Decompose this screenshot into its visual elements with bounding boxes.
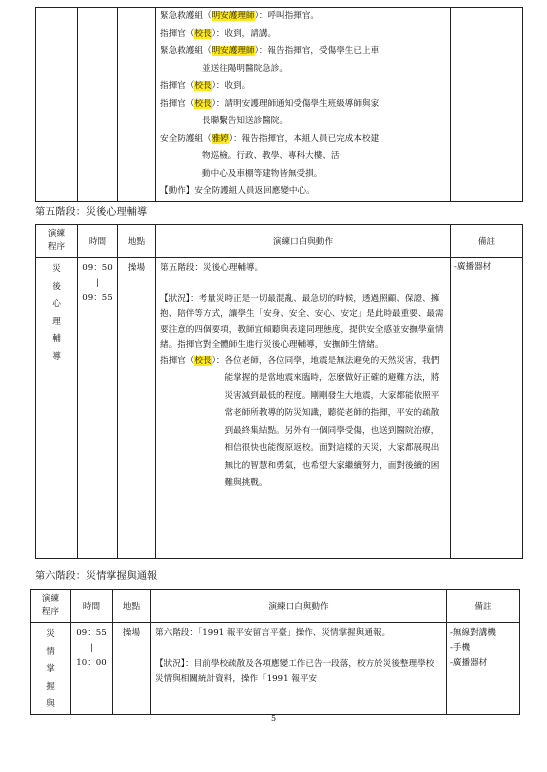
header-time: 時間 (78, 225, 118, 258)
dialogue-line (160, 8, 450, 26)
program-char: 災 (46, 629, 55, 639)
header-program (36, 225, 78, 258)
dialogue-line (160, 26, 450, 44)
program-char: 災 (52, 264, 61, 274)
note-item: -廣播器材 (450, 658, 488, 668)
dialogue-line (160, 61, 450, 79)
program-char: 輔 (52, 334, 61, 344)
content-cell (151, 623, 447, 715)
content-cell (156, 258, 451, 559)
stage6-situation: 【狀況】：目前學校疏散及各項應變工作已告一段落，校方於災後整理學校災情與相關統計資料，操作「1991 報平安 (155, 658, 435, 684)
note-item: -無線對講機 (450, 628, 496, 638)
speaker-prefix: 指揮官（ (160, 81, 195, 91)
dialogue-line (160, 183, 450, 201)
program-char: 掌 (46, 664, 55, 674)
line-text: ）：呼叫指揮官。 (254, 11, 320, 21)
line-text: ）：收到。 (211, 81, 251, 91)
dialogue-line (160, 148, 450, 166)
note-cell (451, 8, 523, 202)
time-sep: | (96, 278, 99, 288)
dialogue-line (160, 166, 450, 184)
time-sep: | (90, 643, 93, 653)
header-content: 演練口白與動作 (156, 225, 451, 258)
dialogue-line (160, 131, 450, 149)
commander-speaker: 指揮官（校長）： (160, 355, 225, 366)
time-cell (71, 623, 113, 715)
stage5-heading: 第五階段：災後心理輔導 (35, 207, 148, 218)
stage6-heading: 第六階段：災情掌握與通報 (35, 571, 158, 582)
program-cell (36, 258, 78, 559)
line-text: ）：報告指揮官，本組人員已完成本校建 (228, 133, 380, 144)
highlight-principal: 校長 (194, 355, 212, 366)
line-text: ）：報告指揮官，受傷學生已上車 (254, 46, 380, 56)
header-place: 地點 (113, 590, 151, 623)
program-char: 情 (46, 646, 55, 657)
program-char: 握 (46, 681, 55, 692)
line-continuation: 長聯繫告知送診醫院。 (202, 116, 288, 126)
stage5-table (35, 224, 523, 559)
stage5-commander (160, 354, 446, 493)
page-number: 5 (270, 714, 277, 723)
time-start: 09：50 (82, 263, 113, 273)
program-char: 心 (52, 299, 61, 309)
program-char: 後 (52, 281, 61, 292)
place-cell: 操場 (118, 258, 156, 559)
dialogue-line (160, 113, 450, 131)
dialogue-line (160, 43, 450, 61)
speaker-name-highlight: 雅婷 (211, 133, 229, 144)
action-line: 【動作】安全防護組人員返回應變中心。 (160, 186, 315, 196)
line-continuation: 並送往陽明醫院急診。 (202, 63, 288, 74)
program-cell (31, 623, 71, 715)
speaker-name-highlight: 校長 (194, 81, 212, 91)
note-cell: -廣播器材 (451, 258, 523, 559)
place-cell: 操場 (113, 623, 151, 715)
stage5-title-line: 第五階段：災後心理輔導。 (160, 263, 264, 273)
line-continuation: 物巡檢。行政、教學、專科大樓、活 (202, 151, 340, 161)
note-item: -手機 (450, 643, 471, 653)
speaker-prefix: 指揮官（ (160, 28, 195, 39)
speaker-prefix: 指揮官（ (160, 98, 195, 109)
header-program (31, 590, 71, 623)
header-time: 時間 (71, 590, 113, 623)
program-char: 與 (46, 699, 55, 709)
time-start: 09：55 (76, 628, 107, 638)
line-continuation: 動中心及車棚等建物皆無受損。 (202, 168, 323, 179)
header-program-text: 演練 程序 (47, 229, 66, 252)
line-text: ）：請明安護理師通知受傷學生班級導師與家 (211, 98, 380, 109)
stage5-situation: 【狀況】：考量災時正是一切最混亂、最急切的時候，透過照顧、保證、擁抱、陪伴等方式，讓學生「安身、安全、安心、安定」是此時最重要、最需要注意的四個要項，教師宜傾聽與表達同理態度，提供安全感並安撫學童情緒。指揮官對全體師生進行災後心理輔導，安撫師生情緒。 (160, 293, 444, 350)
program-char: 導 (52, 351, 61, 362)
speaker-prefix: 緊急救護組（ (160, 11, 212, 21)
stage6-title-line: 第六階段：「1991 報平安留言平臺」操作、災情掌握與通報。 (155, 628, 391, 638)
program-cell (36, 8, 78, 202)
dialogue-line (160, 96, 450, 114)
speaker-name-highlight: 校長 (194, 98, 212, 109)
header-note: 備註 (451, 225, 523, 258)
commander-speech: 各位老師，各位同學，地震是無法避免的天然災害，我們能掌握的是當地震來臨時，怎麼做好正確的避難方法，將災害減到最低的程度。剛剛發生大地震，大家都能依照平常老師所教導的防災知識，聽從老師的指揮，平安的疏散到最終集結點。另外有一個同學受傷，也送到醫院治療，相信很快也能復原返校。面對這樣的天災，大家都展現出無比的智慧和勇氣，也希望大家繼續努力，面對後續的困難與挑戰。 (224, 355, 440, 488)
time-end: 10：00 (76, 658, 107, 668)
note-cell (447, 623, 520, 715)
header-content: 演練口白與動作 (151, 590, 447, 623)
speaker-prefix: 安全防護組（ (160, 133, 212, 144)
header-program-text: 演練 程序 (41, 594, 60, 617)
speaker-name-highlight: 明安護理師 (211, 46, 255, 56)
stage6-table (30, 589, 520, 715)
speaker-name-highlight: 校長 (194, 28, 212, 39)
speaker-name-highlight: 明安護理師 (211, 11, 255, 21)
header-note: 備註 (447, 590, 520, 623)
line-text: ）：收到，請講。 (211, 28, 277, 39)
dialogue-line (160, 78, 450, 96)
program-char: 理 (52, 316, 61, 327)
time-cell (78, 258, 118, 559)
speaker-prefix: 緊急救護組（ (160, 46, 212, 56)
stage4-continuation-table (35, 7, 523, 202)
place-cell (118, 8, 156, 202)
header-place: 地點 (118, 225, 156, 258)
content-cell (156, 8, 451, 202)
time-end: 09：55 (82, 293, 113, 303)
time-cell (78, 8, 118, 202)
